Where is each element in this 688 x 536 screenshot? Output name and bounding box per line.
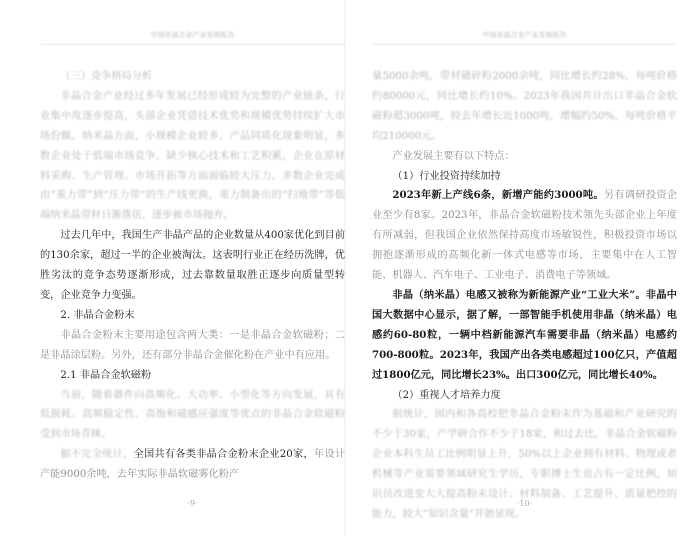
right-investment-rest: 2023年，非晶合金软磁粉技术领先头部企业上年度有所减弱，但我国企业依然保持高度市场敏锐性，积极投资市场以拥抱逐渐形成的高频化新一体式电感等市场，主要集中在人工智能、机器人、汽车电子、工业电子、消费电子等领域。	[372, 210, 677, 282]
right-paragraph-output: 量5000余吨，带材破碎粉2000余吨，同比增长约28%，每吨价格约80000元，同比增长约10%。2023年我国共计出口非晶合金软磁粉超3000吨，较去年增长近1000吨，增幅约50%，每吨价格平均210000元。	[372, 71, 677, 142]
left-section-heading: （三）竞争格局分析	[60, 71, 153, 82]
right-page-header: 中国非晶合金产业发展报告	[372, 30, 677, 45]
left-paragraph-enterprises: 过去几年中，我国生产非晶产品的企业数量从400家优化到目前的130余家，超过一半的企业被淘汰。这表明行业正在经历洗牌，优胜劣汰的竞争态势逐渐形成，过去靠数量取胜正逐步向质量型转变，企业竞争力变强。	[40, 230, 345, 301]
right-paragraph-inductor: 非晶（纳米晶）电感又被称为新能源产业“工业大米”。非晶中国大数据中心显示，据了解，一部智能手机使用非晶（纳米晶）电感约60-80粒，一辆中档新能源汽车需要非晶（纳米晶）电感约700-800粒。2023年，我国产出各类电感超过100亿只，产值超过1800亿元，同比增长23%。出口300亿元，同比增长40%。	[372, 288, 677, 381]
right-page-number: ·10·	[516, 499, 533, 508]
left-stats-highlight: 全国共有各类非晶合金粉末企业20家，	[133, 449, 314, 461]
right-heading-investment: （1）行业投资持续加持	[392, 170, 501, 182]
left-stats-intro: 据不完全统计，	[60, 449, 134, 461]
right-paragraph-investment	[372, 186, 677, 286]
left-page-header: 中国非晶合金产业发展报告	[40, 30, 345, 45]
right-investment-survey: 另有调研投资企业至少有8家。	[372, 190, 678, 222]
left-heading-soft-magnetic: 2.1 非晶合金软磁粉	[60, 369, 152, 381]
left-paragraph-powder-uses: 非晶合金粉末主要用途包含两大类：一是非晶合金软磁粉；二是非晶涂层粉。另外，还有部分非晶合金催化粉在产业中有应用。	[40, 329, 345, 361]
left-page	[40, 30, 346, 508]
left-page-number: ·9·	[187, 499, 198, 508]
left-stats-rest: 年设计产能9000余吨，去年实际非晶软磁雾化粉产	[40, 449, 346, 481]
left-paragraph-trend: 当前，随着器件向高频化、大功率、小型化等方向发展，具有低损耗、高频稳定性、高饱和磁感应强度等优点的非晶合金软磁粉受到市场青睐。	[40, 389, 345, 441]
right-page	[372, 30, 678, 520]
right-paragraph-features: 产业发展主要有以下特点：	[392, 150, 515, 162]
right-heading-talent: （2）重视人才培养力度	[392, 389, 501, 401]
right-investment-bold: 2023年新上产线6条，新增产能约3000吨。	[392, 189, 604, 202]
left-paragraph-competition: 非晶合金产业经过多年发展已经形成较为完整的产业链条，行业集中度逐步提高，头部企业凭借技术优势和规模优势持续扩大市场份额。纳米晶方面，小规模企业较多，产品同质化现象明显，多数企业处于低端市场竞争，缺少核心技术和工艺积累，企业在原材料采购、生产管理、市场开拓等方面面临较大压力。多数企业完成由“重力带”到“压力带”的生产线更换，重力制备出的“扫地带”等低端纳米晶带材日渐落伍，逐步被市场抛弃。	[40, 90, 345, 222]
right-paragraph-talent: 据统计，国内和各高校把非晶合金粉末作为基础和产业研究的不少于30家，产学研合作不少于18家，和过去比，非晶合金软磁粉企业本科生员工比例明显上升，50%以上企业拥有材料、物理或者机械等产业需要领域研究生学历，专职博士生也占有一定比例，知识员改进变大大提高粉末设计、材料制备、工艺提升、质量把控的能力，较大“知识含量”开始显现。	[372, 409, 677, 520]
left-paragraph-stats	[40, 445, 345, 485]
left-heading-powder: 2. 非晶合金粉末	[60, 309, 135, 321]
